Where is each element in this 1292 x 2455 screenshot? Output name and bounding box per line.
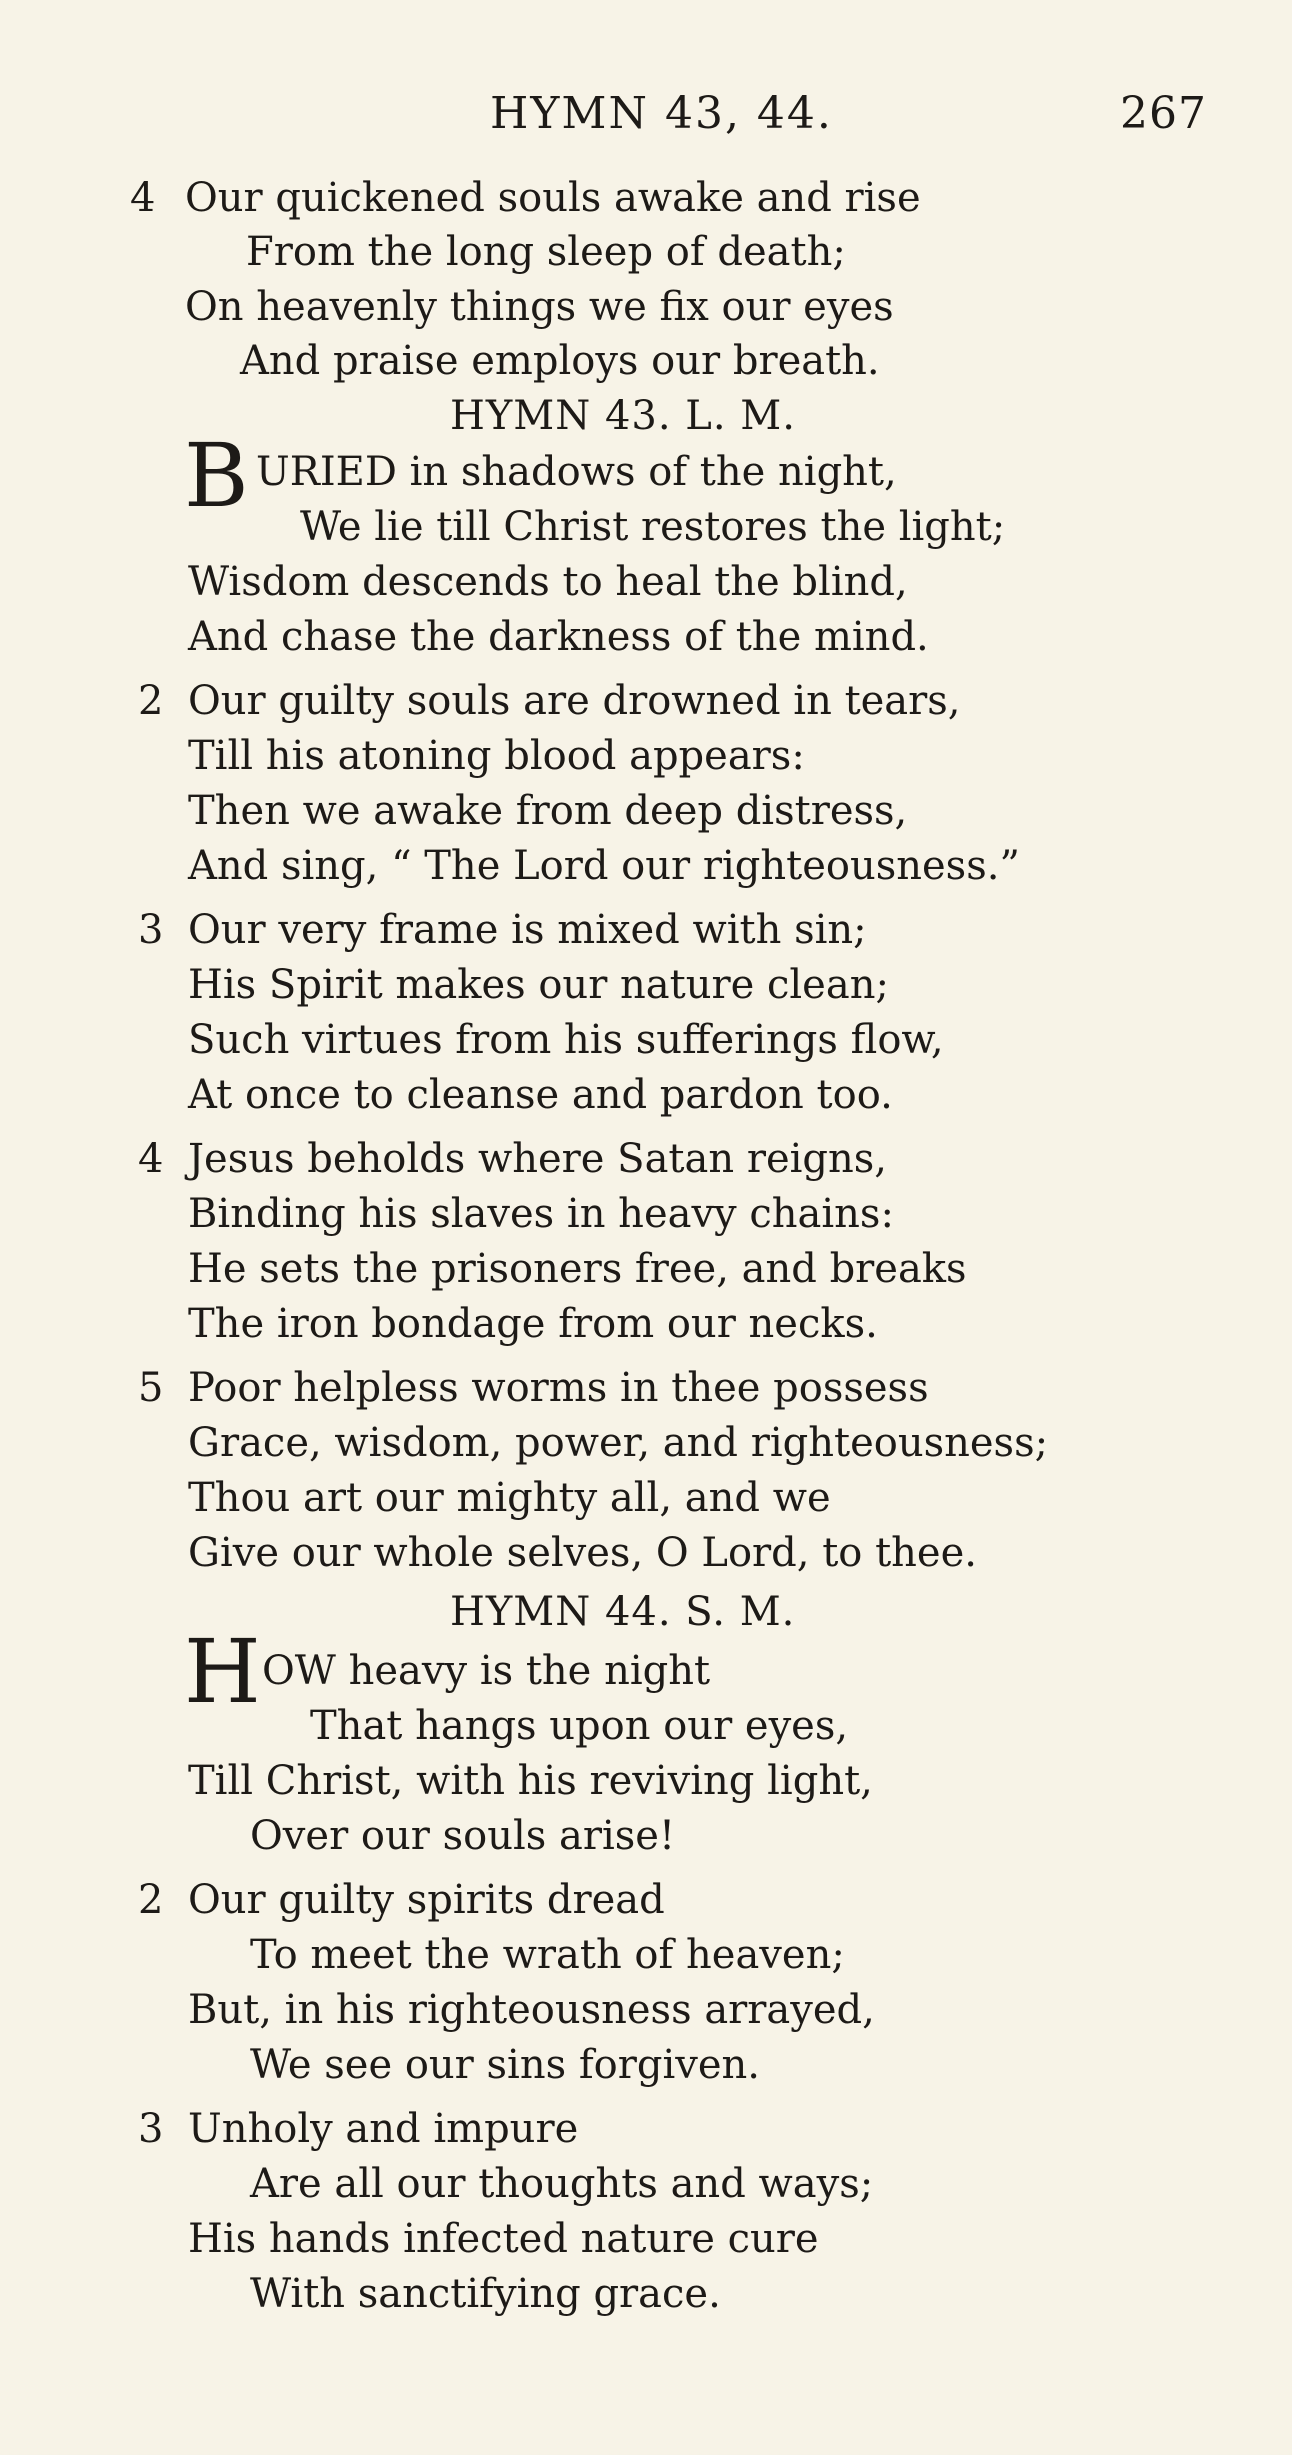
stanza-number: 4 <box>138 1136 164 1182</box>
verse-line: Till Christ, with his reviving light, <box>188 1758 873 1804</box>
hymn-title: HYMN 44. S. M. <box>450 1589 796 1635</box>
verse-line: Our quickened souls awake and rise <box>185 175 921 221</box>
verse-line: Unholy and impure <box>188 2106 579 2152</box>
stanza-number: 4 <box>130 175 156 221</box>
verse-line: Such virtues from his sufferings flow, <box>188 1017 944 1063</box>
verse-line: Our guilty souls are drowned in tears, <box>188 678 961 724</box>
drop-cap: H <box>184 1620 261 1723</box>
verse-line: And praise employs our breath. <box>240 338 880 384</box>
stanza-number: 3 <box>138 907 164 953</box>
stanza-number: 5 <box>138 1365 164 1411</box>
verse-line: His Spirit makes our nature clean; <box>188 962 889 1008</box>
page-number: 267 <box>1120 88 1207 139</box>
verse-line: Wisdom descends to heal the blind, <box>188 559 908 605</box>
verse-line: OW heavy is the night <box>262 1648 711 1694</box>
verse-line: Over our souls arise! <box>250 1813 676 1859</box>
verse-line: And chase the darkness of the mind. <box>188 614 929 660</box>
verse-line: On heavenly things we fix our eyes <box>185 284 894 330</box>
verse-line: URIED in shadows of the night, <box>256 449 897 495</box>
verse-line: And sing, “ The Lord our righteousness.” <box>188 843 1020 889</box>
running-head: HYMN 43, 44. <box>490 88 833 139</box>
stanza-number: 3 <box>138 2106 164 2152</box>
verse-line: Poor helpless worms in thee possess <box>188 1365 929 1411</box>
verse-line: Jesus beholds where Satan reigns, <box>188 1136 888 1182</box>
verse-line: That hangs upon our eyes, <box>310 1703 849 1749</box>
verse-line: The iron bondage from our necks. <box>188 1301 878 1347</box>
verse-line: Our guilty spirits dread <box>188 1877 665 1923</box>
verse-line: Our very frame is mixed with sin; <box>188 907 867 953</box>
drop-cap: B <box>184 424 249 527</box>
verse-line: Grace, wisdom, power, and righteousness; <box>188 1420 1049 1466</box>
verse-line: From the long sleep of death; <box>246 229 846 275</box>
verse-line: Till his atoning blood appears: <box>188 733 805 779</box>
verse-line: Are all our thoughts and ways; <box>250 2161 874 2207</box>
verse-line: His hands infected nature cure <box>188 2216 819 2262</box>
hymn-title: HYMN 43. L. M. <box>450 393 796 439</box>
verse-line: To meet the wrath of heaven; <box>250 1932 845 1978</box>
verse-line: Binding his slaves in heavy chains: <box>188 1191 894 1237</box>
verse-line: At once to cleanse and pardon too. <box>188 1072 893 1118</box>
verse-line: We see our sins forgiven. <box>250 2042 760 2088</box>
stanza-number: 2 <box>138 678 164 724</box>
verse-line: Thou art our mighty all, and we <box>188 1475 831 1521</box>
stanza-number: 2 <box>138 1877 164 1923</box>
verse-line: Then we awake from deep distress, <box>188 788 908 834</box>
verse-line: We lie till Christ restores the light; <box>300 504 1006 550</box>
verse-line: He sets the prisoners free, and breaks <box>188 1246 967 1292</box>
verse-line: Give our whole selves, O Lord, to thee. <box>188 1530 977 1576</box>
verse-line: But, in his righteousness arrayed, <box>188 1987 875 2033</box>
verse-line: With sanctifying grace. <box>250 2271 721 2317</box>
